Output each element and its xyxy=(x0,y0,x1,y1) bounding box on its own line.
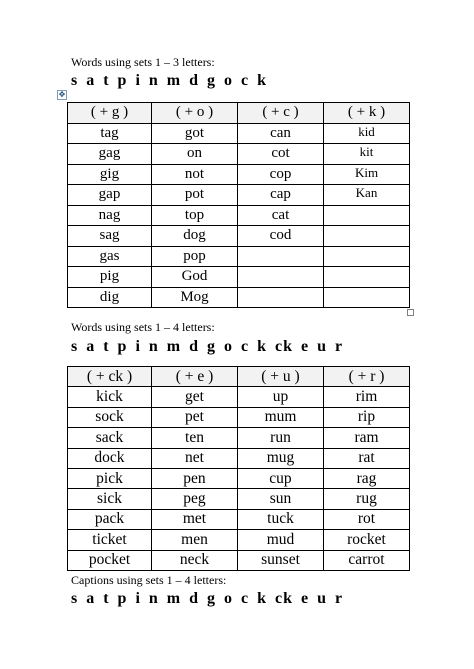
table-cell xyxy=(324,287,410,308)
table-cell: Kan xyxy=(324,185,410,206)
table-cell xyxy=(324,246,410,267)
section2-letters: s a t p i n m d g o c k ck e u r xyxy=(71,338,344,355)
table-cell: met xyxy=(152,509,238,529)
table-cell: men xyxy=(152,530,238,550)
table-cell: got xyxy=(152,123,238,144)
table-cell: on xyxy=(152,144,238,165)
table-cell: rat xyxy=(324,448,410,468)
table-cell: dig xyxy=(68,287,152,308)
table-cell: pet xyxy=(152,407,238,427)
table-cell: cod xyxy=(238,226,324,247)
column-header-k: ( + k ) xyxy=(324,103,410,124)
table-cell: cop xyxy=(238,164,324,185)
table-cell: rug xyxy=(324,489,410,509)
table-cell: tuck xyxy=(238,509,324,529)
table-cell: tag xyxy=(68,123,152,144)
table-cell xyxy=(238,246,324,267)
table-cell: rocket xyxy=(324,530,410,550)
table-cell: cup xyxy=(238,468,324,488)
column-header-o: ( + o ) xyxy=(152,103,238,124)
words-table-sets-1-3 xyxy=(67,102,410,308)
table-cell: not xyxy=(152,164,238,185)
table-cell: gas xyxy=(68,246,152,267)
table-cell: rag xyxy=(324,468,410,488)
table-cell: kick xyxy=(68,387,152,407)
column-header-r: ( + r ) xyxy=(324,367,410,387)
table-row xyxy=(68,428,410,448)
table-row xyxy=(68,185,410,206)
table-cell: sag xyxy=(68,226,152,247)
table-cell: sunset xyxy=(238,550,324,570)
table-cell: kid xyxy=(324,123,410,144)
table-cell: ram xyxy=(324,428,410,448)
table-row xyxy=(68,530,410,550)
table-cell xyxy=(238,287,324,308)
table-row xyxy=(68,123,410,144)
table-row xyxy=(68,448,410,468)
words-table-sets-1-4 xyxy=(67,366,410,571)
table-cell xyxy=(324,205,410,226)
column-header-g: ( + g ) xyxy=(68,103,152,124)
table-cell: rim xyxy=(324,387,410,407)
table-cell: sick xyxy=(68,489,152,509)
table-cell: top xyxy=(152,205,238,226)
table-row xyxy=(68,287,410,308)
table-cell: nag xyxy=(68,205,152,226)
section2-heading: Words using sets 1 – 4 letters: xyxy=(71,320,215,334)
table-row xyxy=(68,489,410,509)
table-cell: dock xyxy=(68,448,152,468)
section3-heading: Captions using sets 1 – 4 letters: xyxy=(71,573,227,587)
section1-heading: Words using sets 1 – 3 letters: xyxy=(71,55,215,69)
table-row xyxy=(68,205,410,226)
table-cell: net xyxy=(152,448,238,468)
table-cell: cot xyxy=(238,144,324,165)
table-row xyxy=(68,267,410,288)
column-header-c: ( + c ) xyxy=(238,103,324,124)
table-cell: sock xyxy=(68,407,152,427)
table-cell xyxy=(238,267,324,288)
section1-letters: s a t p i n m d g o c k xyxy=(71,72,268,89)
table-cell: get xyxy=(152,387,238,407)
table-cell: can xyxy=(238,123,324,144)
table-cell: kit xyxy=(324,144,410,165)
table-cell: pack xyxy=(68,509,152,529)
table-resize-handle-icon[interactable] xyxy=(407,309,414,316)
table-cell: pop xyxy=(152,246,238,267)
table-cell: pot xyxy=(152,185,238,206)
column-header-e: ( + e ) xyxy=(152,367,238,387)
table-row xyxy=(68,407,410,427)
table-cell: carrot xyxy=(324,550,410,570)
table-cell: pig xyxy=(68,267,152,288)
table-cell: cat xyxy=(238,205,324,226)
section3-letters: s a t p i n m d g o c k ck e u r xyxy=(71,590,344,607)
table-cell: pen xyxy=(152,468,238,488)
table-cell: ticket xyxy=(68,530,152,550)
table-move-handle-icon[interactable]: ✥ xyxy=(58,90,66,99)
table-row xyxy=(68,550,410,570)
table-cell: Mog xyxy=(152,287,238,308)
table-row xyxy=(68,164,410,185)
table-cell xyxy=(324,226,410,247)
table-cell: pick xyxy=(68,468,152,488)
table-cell: run xyxy=(238,428,324,448)
table-row xyxy=(68,144,410,165)
table-cell: mug xyxy=(238,448,324,468)
column-header-u: ( + u ) xyxy=(238,367,324,387)
table-cell: gig xyxy=(68,164,152,185)
table-cell: rip xyxy=(324,407,410,427)
table-row xyxy=(68,468,410,488)
table-cell: gag xyxy=(68,144,152,165)
table-cell: peg xyxy=(152,489,238,509)
table-cell: mud xyxy=(238,530,324,550)
column-header-ck: ( + ck ) xyxy=(68,367,152,387)
table-row xyxy=(68,509,410,529)
table-cell xyxy=(324,267,410,288)
table-header-row xyxy=(68,103,410,124)
table-cell: rot xyxy=(324,509,410,529)
table-cell: dog xyxy=(152,226,238,247)
table-cell: sun xyxy=(238,489,324,509)
table-row xyxy=(68,387,410,407)
table-cell: gap xyxy=(68,185,152,206)
table-cell: up xyxy=(238,387,324,407)
table-row xyxy=(68,226,410,247)
table-cell: sack xyxy=(68,428,152,448)
table-cell: God xyxy=(152,267,238,288)
table-cell: pocket xyxy=(68,550,152,570)
table-cell: neck xyxy=(152,550,238,570)
table-cell: Kim xyxy=(324,164,410,185)
table-header-row xyxy=(68,367,410,387)
table-row xyxy=(68,246,410,267)
table-cell: mum xyxy=(238,407,324,427)
table-cell: ten xyxy=(152,428,238,448)
table-cell: cap xyxy=(238,185,324,206)
